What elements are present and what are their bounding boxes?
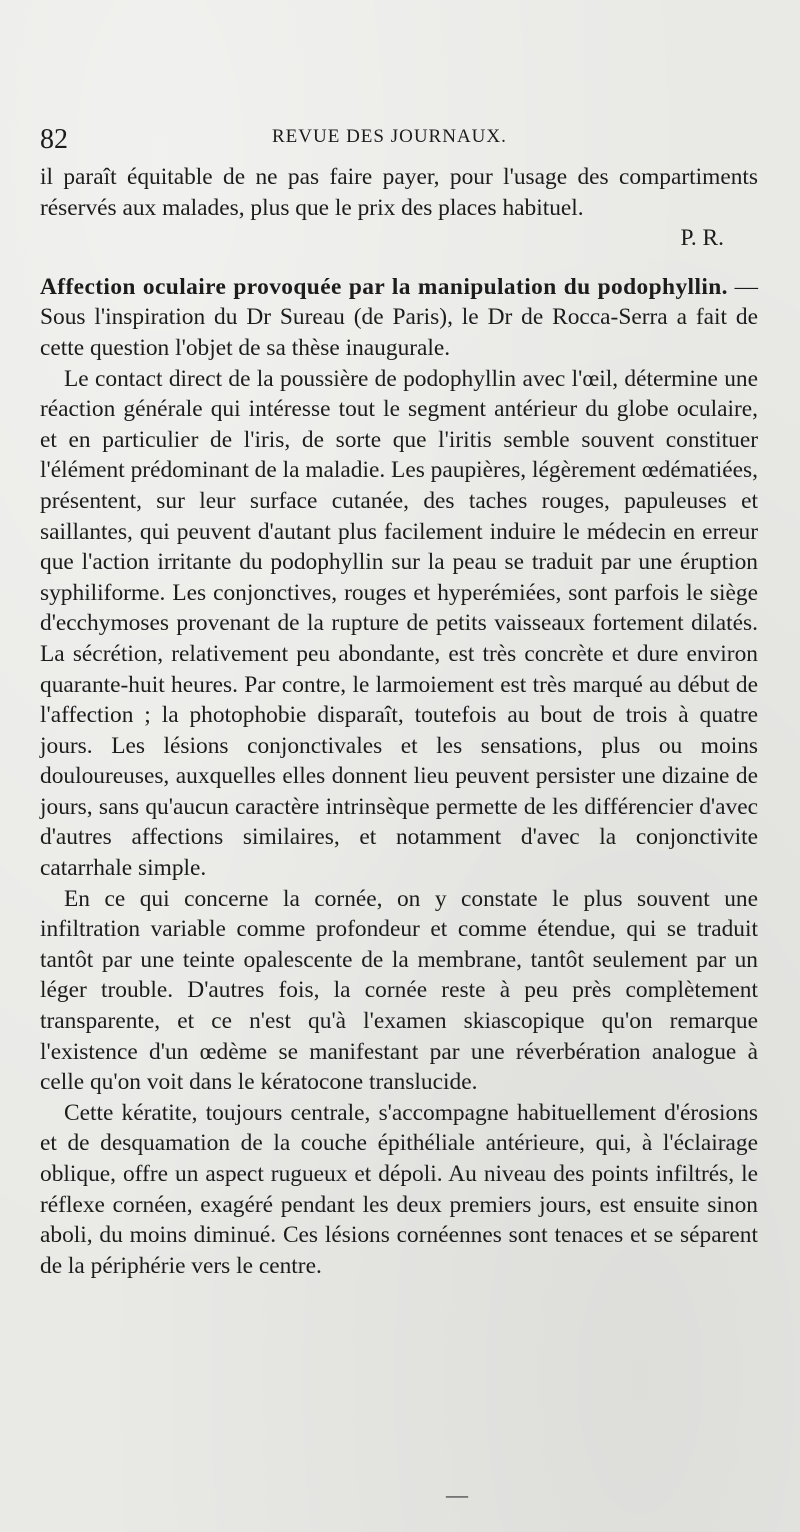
journal-title: REVUE DES JOURNAUX. — [272, 126, 507, 147]
signature: P. R. — [680, 225, 724, 252]
article-intro: — Sous l'inspiration du Dr Sureau (de Paris), le Dr de Rocca-Serra a fait de cette question l'objet de sa thèse inaugurale. — [40, 273, 758, 361]
signature-line — [40, 223, 758, 254]
previous-article-text: il paraît équitable de ne pas faire payer, pour l'usage des compartiments réservés aux malades, plus que le prix des places habituel. — [40, 164, 758, 221]
running-head — [40, 118, 758, 162]
paragraph-cornea: En ce qui concerne la cornée, on y constate le plus souvent une infiltration variable comme profondeur et comme étendue, qui se traduit tantôt par une teinte opalescente de la membrane, tantôt seulement par un léger trouble. D'autres fois, la cornée reste à peu près complètement transparente, et ce n'est qu'à l'examen skiascopique qu'on remarque l'existence d'un œdème se manifestant par une réverbération analogue à celle qu'on voit dans le kératocone translucide. — [40, 885, 758, 1096]
page-number: 82 — [40, 124, 68, 155]
article-section — [40, 272, 758, 1282]
article-title: Affection oculaire provoquée par la manipulation du podophyllin. — [40, 273, 728, 300]
paragraph-keratitis: Cette kératite, toujours centrale, s'accompagne habituellement d'érosions et de desquamation de la couche épithéliale antérieure, qui, à l'éclairage oblique, offre un aspect rugueux et dépoli. Au niveau des points infiltrés, le réflexe cornéen, exagéré pendant les deux premiers jours, est ensuite sinon aboli, du moins diminué. Ces lésions cornéennes sont tenaces et se séparent de la périphérie vers le centre. — [40, 1099, 758, 1279]
article-opening-paragraph — [40, 272, 758, 364]
body-text — [40, 162, 758, 1281]
previous-article-end — [40, 162, 758, 254]
paragraph-contact: Le contact direct de la poussière de podophyllin avec l'œil, détermine une réaction générale qui intéresse tout le segment antérieur du globe oculaire, et en particulier de l'iris, de sorte que l'iritis semble souvent constituer l'élément prédominant de la maladie. Les paupières, légèrement œdématiées, présentent, sur leur surface cutanée, des taches rouges, papuleuses et saillantes, qui peuvent d'autant plus facilement induire le médecin en erreur que l'action irritante du podophyllin sur la peau se traduit par une éruption syphiliforme. Les conjonctives, rouges et hyperémiées, sont parfois le siège d'ecchymoses provenant de la rupture de petits vaisseaux fortement dilatés. La sécrétion, relativement peu abondante, est très concrète et dure environ quarante-huit heures. Par contre, le larmoiement est très marqué au début de l'affection ; la photophobie disparaît, toutefois au bout de trois à quatre jours. Les lésions conjonctivales et les sensations, plus ou moins douloureuses, auxquelles elles donnent lieu peuvent persister une dizaine de jours, sans qu'aucun caractère intrinsèque permette de les différencier d'avec d'autres affections similaires, et notamment d'avec la conjonctivite catarrhale simple. — [40, 365, 758, 882]
bottom-mark: — — [446, 1482, 468, 1507]
